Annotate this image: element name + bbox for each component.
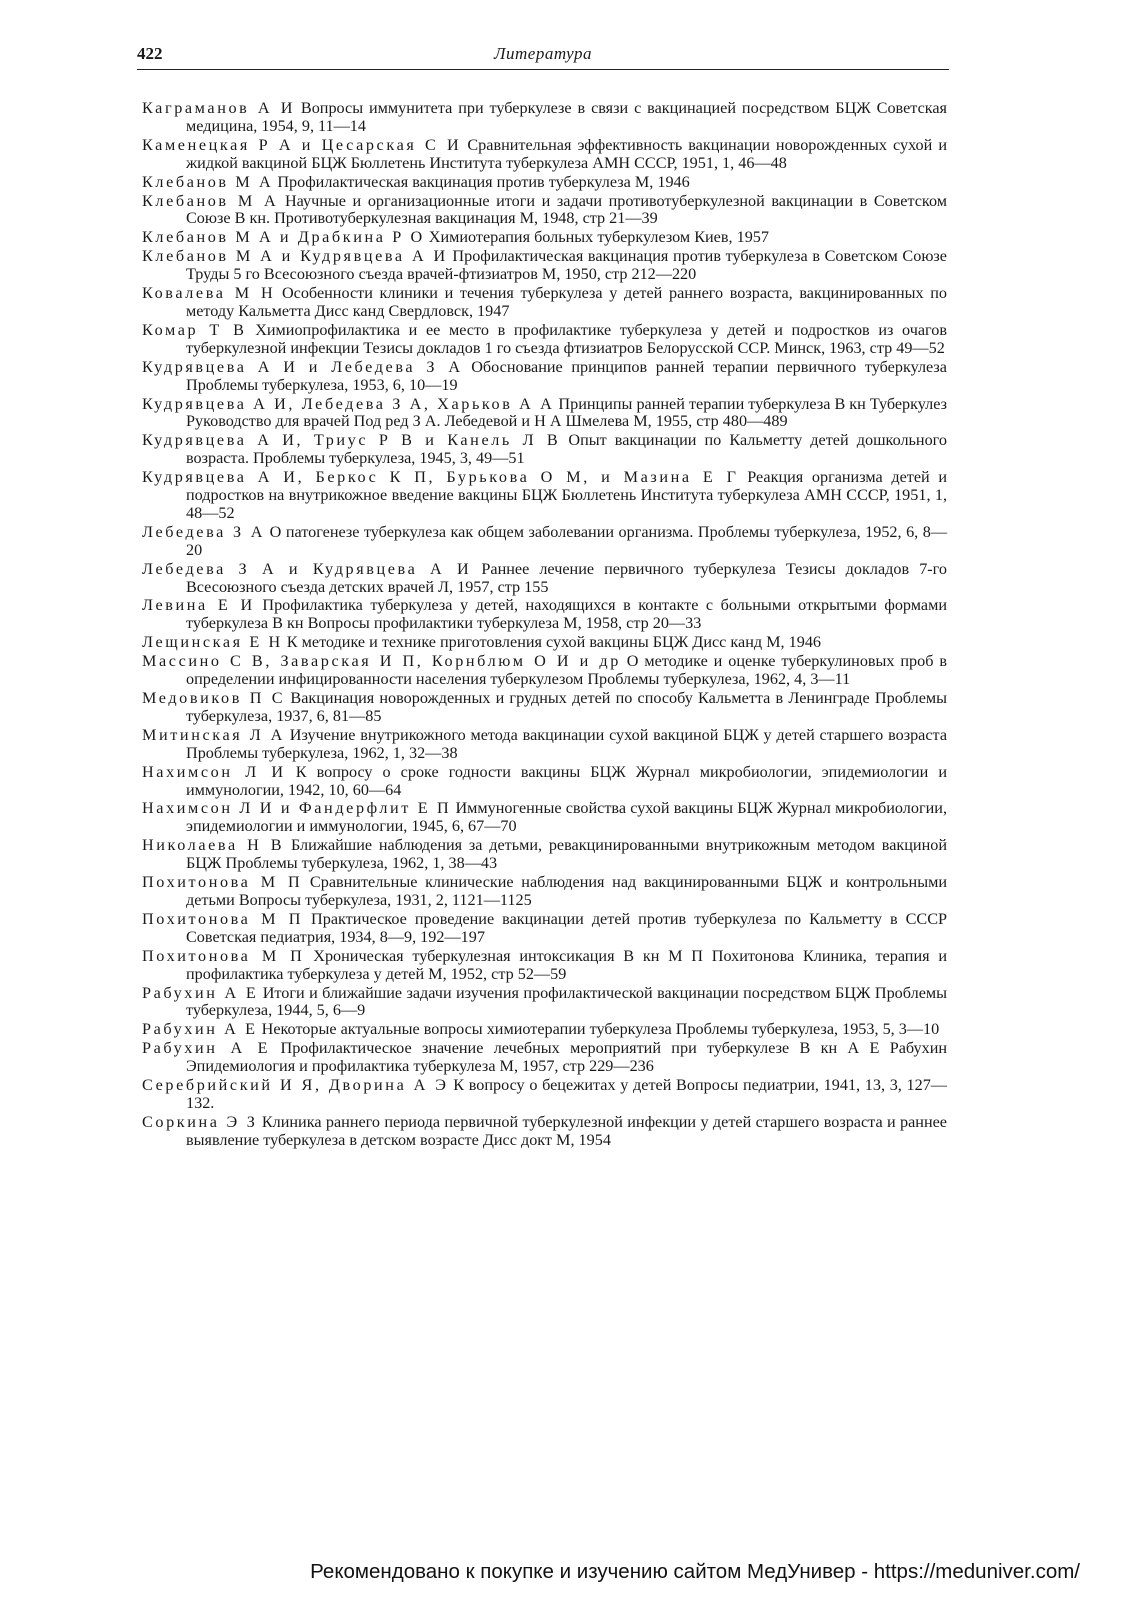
reference-author: Рабухин А Е (142, 1020, 258, 1039)
reference-text: Хроническая туберкулезная интоксикация В кн М П Похитонова Клиника, терапия и профилактика туберкулеза у детей М, 1952, стр 52—59 (186, 946, 947, 983)
reference-text: Ближайшие наблюдения за детьми, ревакцинированными внутрикожным методом вакциной БЦЖ Проблемы туберкулеза, 1962, 1, 38—43 (186, 836, 948, 873)
page-number: 422 (137, 44, 163, 63)
reference-text: Итоги и ближайшие задачи изучения профилактической вакцинации посредством БЦЖ Проблемы туберкулеза, 1944, 5, 6—9 (186, 983, 947, 1020)
reference-entry (142, 800, 947, 836)
reference-entry (142, 690, 947, 726)
reference-text: Иммуногенные свойства сухой вакцины БЦЖ Журнал микробиологии, эпидемиологии и иммунологии, 1945, 6, 67—70 (186, 799, 947, 836)
reference-text: Сравнительная эффективность вакцинации новорожденных сухой и жидкой вакциной БЦЖ Бюллетень Института туберкулеза АМН СССР, 1951, 1, 46—48 (186, 135, 947, 172)
reference-text: Раннее лечение первичного туберкулеза Тезисы докладов 7-го Всесоюзного съезда детских врачей Л, 1957, стр 155 (186, 559, 948, 596)
reference-text: Реакция организма детей и подростков на внутрикожное введение вакцины БЦЖ Бюллетень Института туберкулеза АМН СССР, 1951, 1, 48—52 (186, 468, 947, 522)
reference-entry (142, 1040, 947, 1076)
reference-entry (142, 634, 947, 652)
reference-author: Рабухин А Е (142, 1039, 271, 1058)
reference-text: Профилактическая вакцинация против туберкулеза М, 1946 (277, 172, 690, 191)
reference-author: Каграманов А И (142, 99, 295, 117)
reference-text: Профилактическая вакцинация против туберкулеза в Советском Союзе Труды 5 го Всесоюзного съезда врачей-фтизиатров М, 1950, стр 212—220 (186, 247, 947, 284)
reference-entry (142, 396, 947, 432)
reference-entry (142, 764, 947, 800)
reference-author: Рабухин А Е (142, 983, 259, 1002)
reference-text: Профилактика туберкулеза у детей, находящихся в контакте с больными открытыми формами туберкулеза В кн Вопросы профилактики туберкулеза М, 1958, стр 20—33 (186, 596, 948, 633)
reference-text: Изучение внутрикожного метода вакцинации сухой вакциной БЦЖ у детей старшего возраста Проблемы туберкулеза, 1962, 1, 32—38 (186, 725, 948, 762)
reference-entry (142, 837, 947, 873)
reference-entry (142, 948, 947, 984)
reference-author: Нахимсон Л И и Фандерфлит Е П (142, 799, 452, 818)
reference-author: Массино С В, Заварская И П, Корнблюм О И и др (142, 652, 621, 671)
reference-author: Кудрявцева А И и Лебедева З А (142, 357, 463, 376)
reference-author: Лебедева З А (142, 522, 266, 541)
reference-text: О методике и оценке туберкулиновых проб в определении инфицированности населения туберкулезом Проблемы туберкулеза, 1962, 4, 3—11 (186, 652, 948, 689)
reference-entry (142, 1077, 947, 1113)
reference-text: Химиопрофилактика и ее место в профилактике туберкулеза у детей и подростков из очагов туберкулезной инфекции Тезисы докладов 1 го съезда фтизиатров Белорусской ССР. Минск, 1963, стр 49—52 (186, 320, 948, 357)
reference-author: Лещинская Е Н (142, 633, 283, 652)
reference-entry (142, 524, 947, 560)
reference-entry (142, 1021, 947, 1039)
reference-author: Левина Е И (142, 596, 255, 615)
reference-entry (142, 874, 947, 910)
reference-entry (142, 359, 947, 395)
reference-author: Ковалева М Н (142, 284, 276, 303)
reference-author: Кудрявцева А И, Триус Р В и Канель Л В (142, 431, 561, 450)
reference-entry (142, 229, 947, 247)
reference-author: Соркина Э З (142, 1112, 258, 1131)
reference-entry (142, 285, 947, 321)
reference-author: Нахимсон Л И (142, 762, 286, 781)
reference-text: Практическое проведение вакцинации детей против туберкулеза по Кальметту в СССР Советская педиатрия, 1934, 8—9, 192—197 (186, 909, 948, 946)
reference-entry (142, 193, 947, 229)
reference-text: Опыт вакцинации по Кальметту детей дошкольного возраста. Проблемы туберкулеза, 1945, 3, 49—51 (186, 431, 947, 468)
reference-text: Профилактическое значение лечебных мероприятий при туберкулезе В кн А Е Рабухин Эпидемиология и профилактика туберкулеза М, 1957, стр 229—236 (186, 1039, 948, 1076)
reference-text: Вопросы иммунитета при туберкулезе в связи с вакцинацией посредством БЦЖ Советская медицина, 1954, 9, 11—14 (186, 99, 947, 135)
reference-text: Научные и организационные итоги и задачи противотуберкулезной вакцинации в Советском Союзе В кн. Противотуберкулезная вакцинация М, 1948, стр 21—39 (186, 191, 947, 228)
reference-entry (142, 174, 947, 192)
reference-text: К методике и технике приготовления сухой вакцины БЦЖ Дисс канд М, 1946 (286, 633, 822, 652)
reference-author: Кудрявцева А И, Беркос К П, Бурькова О М, и Мазина Е Г (142, 468, 739, 487)
reference-author: Серебрийский И Я, Дворина А Э (142, 1076, 449, 1095)
reference-entry (142, 561, 947, 597)
header-divider (137, 69, 949, 70)
reference-author: Похитонова М П (142, 909, 303, 928)
reference-author: Лебедева З А и Кудрявцева А И (142, 559, 472, 578)
reference-text: Некоторые актуальные вопросы химиотерапии туберкулеза Проблемы туберкулеза, 1953, 5, 3—10 (261, 1020, 940, 1039)
reference-author: Похитонова М П (142, 946, 305, 965)
reference-text: Обоснование принципов ранней терапии первичного туберкулеза Проблемы туберкулеза, 1953, 6, 10—19 (186, 357, 947, 394)
reference-author: Похитонова М П (142, 873, 303, 892)
reference-text: Клиника раннего периода первичной туберкулезной инфекции у детей старшего возраста и раннее выявление туберкулеза в детском возрасте Дисс докт М, 1954 (186, 1112, 947, 1149)
page-header (137, 44, 949, 68)
reference-entry (142, 911, 947, 947)
reference-text: К вопросу о сроке годности вакцины БЦЖ Журнал микробиологии, эпидемиологии и иммунологии, 1942, 10, 60—64 (186, 762, 948, 799)
reference-entry (142, 985, 947, 1021)
reference-text: Сравнительные клинические наблюдения над вакцинированными БЦЖ и контрольными детьми Вопросы туберкулеза, 1931, 2, 1121—1125 (186, 873, 947, 909)
reference-text: Особенности клиники и течения туберкулеза у детей раннего возраста, вакцинированных по методу Кальметта Дисс канд Свердловск, 1947 (186, 284, 948, 320)
reference-author: Клебанов М А и Кудрявцева А И (142, 247, 448, 266)
reference-author: Медовиков П С (142, 689, 286, 707)
reference-entry (142, 469, 947, 523)
reference-list (142, 100, 947, 1151)
reference-author: Клебанов М А и Драбкина Р О (142, 228, 425, 247)
reference-entry (142, 653, 947, 689)
reference-author: Клебанов М А (142, 172, 274, 191)
reference-entry (142, 727, 947, 763)
reference-author: Комар Т В (142, 320, 247, 339)
reference-author: Митинская Л А (142, 725, 285, 744)
reference-entry (142, 322, 947, 358)
reference-entry (142, 597, 947, 633)
reference-entry (142, 100, 947, 136)
reference-text: К вопросу о бецежитах у детей Вопросы педиатрии, 1941, 13, 3, 127—132. (186, 1076, 947, 1112)
reference-text: Химиотерапия больных туберкулезом Киев, 1957 (428, 228, 769, 247)
reference-entry (142, 432, 947, 468)
reference-author: Клебанов М А (142, 191, 279, 210)
reference-author: Николаева Н В (142, 836, 285, 855)
reference-entry (142, 248, 947, 284)
footer-recommendation[interactable]: Рекомендовано к покупке и изучению сайтом МедУнивер - https://meduniver.com/ (310, 1560, 1080, 1583)
reference-author: Кудрявцева А И, Лебедева З А, Харьков А А (142, 394, 555, 413)
reference-text: Принципы ранней терапии туберкулеза В кн Туберкулез Руководство для врачей Под ред З А. Лебедевой и Н А Шмелева М, 1955, стр 480—489 (186, 394, 947, 431)
reference-text: Вакцинация новорожденных и грудных детей по способу Кальметта в Ленинграде Проблемы туберкулеза, 1937, 6, 81—85 (186, 689, 947, 725)
reference-author: Каменецкая Р А и Цесарская С И (142, 135, 462, 154)
reference-text: О патогенезе туберкулеза как общем заболевании организма. Проблемы туберкулеза, 1952, 6, 8—20 (186, 522, 948, 559)
reference-entry (142, 137, 947, 173)
running-title: Литература (493, 44, 592, 63)
reference-entry (142, 1114, 947, 1150)
